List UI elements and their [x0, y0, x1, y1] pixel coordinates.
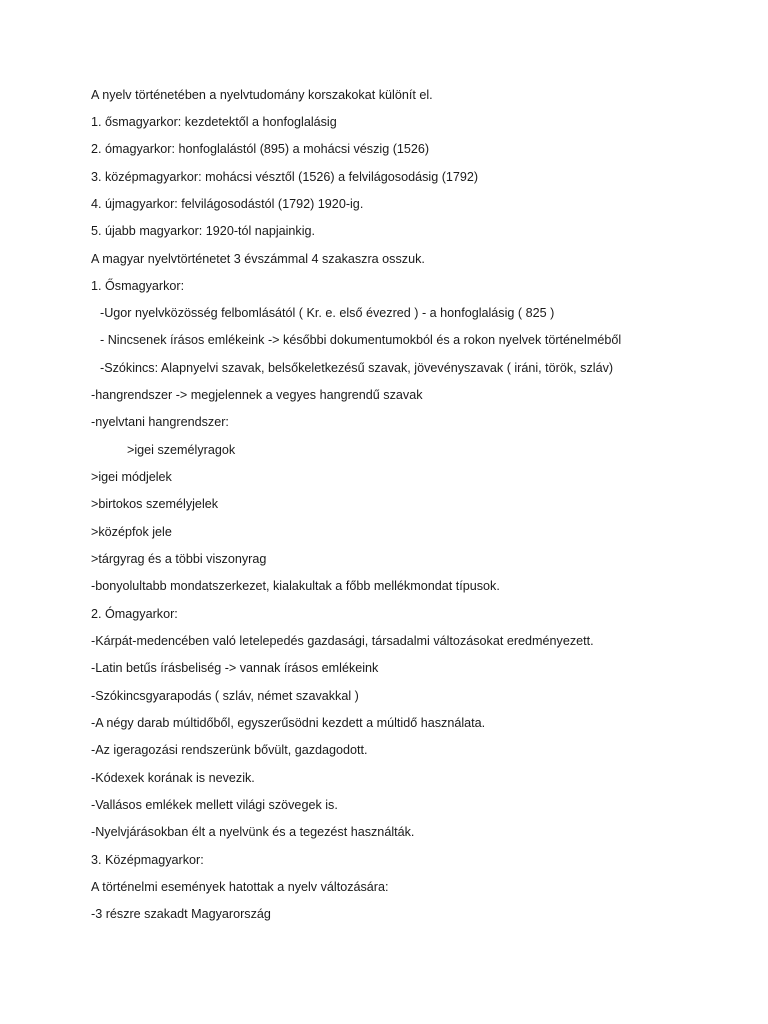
- intro-line: A nyelv történetében a nyelvtudomány korszakokat különít el.: [91, 88, 433, 102]
- period-list-item: 1. ősmagyarkor: kezdetektől a honfoglalásig: [91, 115, 337, 129]
- bullet-line: - Nincsenek írásos emlékeink -> későbbi dokumentumokból és a rokon nyelvek történelméből: [100, 333, 622, 347]
- sub-bullet-line: >igei személyragok: [127, 443, 236, 457]
- period-list-item: 3. középmagyarkor: mohácsi vésztől (1526) a felvilágosodásig (1792): [91, 170, 479, 184]
- sub-bullet-line: >igei módjelek: [91, 470, 172, 484]
- bullet-line: -3 részre szakadt Magyarország: [91, 907, 271, 921]
- bullet-line: -Nyelvjárásokban élt a nyelvünk és a tegezést használták.: [91, 825, 415, 839]
- sub-bullet-line: >tárgyrag és a többi viszonyrag: [91, 552, 267, 566]
- section-heading: 1. Ősmagyarkor:: [91, 279, 185, 293]
- bullet-line: -Vallásos emlékek mellett világi szövegek is.: [91, 798, 338, 812]
- bullet-line: -bonyolultabb mondatszerkezet, kialakultak a főbb mellékmondat típusok.: [91, 579, 500, 593]
- period-list-item: 2. ómagyarkor: honfoglalástól (895) a mohácsi vészig (1526): [91, 142, 430, 156]
- bullet-line: -Kárpát-medencében való letelepedés gazdasági, társadalmi változásokat eredményezett.: [91, 634, 594, 648]
- bullet-line: -Kódexek korának is nevezik.: [91, 771, 255, 785]
- bullet-line: -hangrendszer -> megjelennek a vegyes hangrendű szavak: [91, 388, 423, 402]
- bullet-line: -Latin betűs írásbeliség -> vannak írásos emlékeink: [91, 661, 379, 675]
- section-heading: 3. Középmagyarkor:: [91, 853, 204, 867]
- bullet-line: -Ugor nyelvközösség felbomlásától ( Kr. e. első évezred ) - a honfoglalásig ( 825 ): [100, 306, 555, 320]
- period-list-item: 4. újmagyarkor: felvilágosodástól (1792) 1920-ig.: [91, 197, 364, 211]
- sub-bullet-line: >birtokos személyjelek: [91, 497, 219, 511]
- summary-line: A magyar nyelvtörténetet 3 évszámmal 4 szakaszra osszuk.: [91, 252, 425, 266]
- period-list-item: 5. újabb magyarkor: 1920-tól napjainkig.: [91, 224, 316, 238]
- bullet-line: -Szókincs: Alapnyelvi szavak, belsőkeletkezésű szavak, jövevényszavak ( iráni, török, szláv): [100, 361, 614, 375]
- bullet-line: -Szókincsgyarapodás ( szláv, német szavakkal ): [91, 689, 359, 703]
- summary-line: A történelmi események hatottak a nyelv változására:: [91, 880, 389, 894]
- section-heading: 2. Ómagyarkor:: [91, 607, 178, 621]
- sub-bullet-line: >középfok jele: [91, 525, 172, 539]
- bullet-line: -Az igeragozási rendszerünk bővült, gazdagodott.: [91, 743, 368, 757]
- bullet-line: -A négy darab múltidőből, egyszerűsödni kezdett a múltidő használata.: [91, 716, 486, 730]
- bullet-line: -nyelvtani hangrendszer:: [91, 415, 229, 429]
